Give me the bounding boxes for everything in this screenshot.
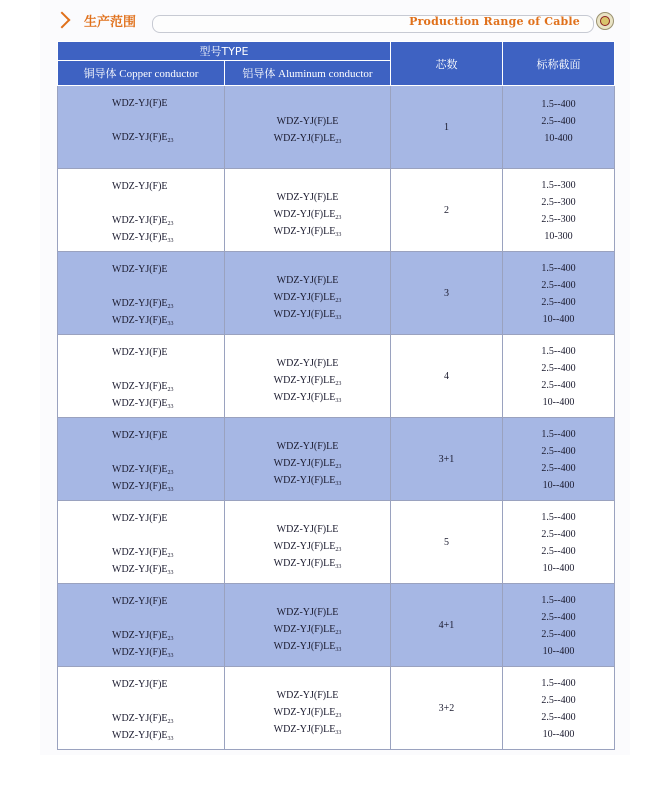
cores-value: 3+1 — [438, 454, 455, 465]
section-value: 10--400 — [542, 314, 575, 325]
model-code: WDZ-YJ(F)LE — [276, 358, 339, 369]
model-code: WDZ-YJ(F)LE — [276, 192, 339, 203]
model-code: WDZ-YJ(F)LE — [273, 392, 336, 403]
model-suffix: 33 — [167, 653, 174, 659]
aluminum-model — [225, 441, 390, 452]
section-value: 2.5--400 — [541, 695, 576, 706]
section-cell — [503, 418, 615, 501]
table-row — [58, 335, 615, 418]
cores-value: 3+2 — [438, 703, 455, 714]
model-suffix: 23 — [167, 304, 174, 310]
model-code: WDZ-YJ(F)E — [112, 98, 168, 109]
aluminum-model — [225, 226, 390, 238]
copper-model — [112, 132, 224, 144]
model-code: WDZ-YJ(F)E — [112, 181, 168, 192]
cores-header: 芯数 — [391, 42, 503, 86]
model-code: WDZ-YJ(F)E — [112, 132, 168, 143]
model-code: WDZ-YJ(F)E — [112, 730, 168, 741]
aluminum-model — [225, 690, 390, 701]
copper-model — [112, 547, 224, 559]
table-row — [58, 584, 615, 667]
section-value: 2.5--400 — [541, 116, 576, 127]
aluminum-model — [225, 475, 390, 487]
model-suffix: 33 — [167, 238, 174, 244]
aluminum-model — [225, 375, 390, 387]
copper-model — [112, 98, 224, 109]
cores-value: 5 — [444, 537, 449, 548]
section-value: 2.5--400 — [541, 297, 576, 308]
model-code: WDZ-YJ(F)LE — [273, 707, 336, 718]
cores-cell — [391, 418, 503, 501]
section-cell — [503, 86, 615, 169]
cores-value: 3 — [444, 288, 449, 299]
copper-cell — [58, 418, 225, 501]
copper-model — [112, 215, 224, 227]
section-value: 1.5--400 — [541, 263, 576, 274]
aluminum-model — [225, 641, 390, 653]
cores-cell — [391, 86, 503, 169]
aluminum-model — [225, 309, 390, 321]
aluminum-model — [225, 724, 390, 736]
section-value: 2.5--400 — [541, 712, 576, 723]
cores-value: 4 — [444, 371, 449, 382]
model-code: WDZ-YJ(F)E — [112, 430, 168, 441]
aluminum-header: 铝导体 Aluminum conductor — [225, 61, 391, 86]
copper-cell — [58, 501, 225, 584]
aluminum-cell — [225, 667, 391, 750]
copper-model — [112, 679, 224, 690]
model-code: WDZ-YJ(F)LE — [273, 292, 336, 303]
section-cell — [503, 169, 615, 252]
model-code: WDZ-YJ(F)E — [112, 647, 168, 658]
copper-model — [112, 430, 224, 441]
model-code: WDZ-YJ(F)LE — [273, 558, 336, 569]
copper-model — [112, 464, 224, 476]
model-suffix: 23 — [167, 387, 174, 393]
copper-model — [112, 730, 224, 742]
copper-cell — [58, 335, 225, 418]
section-value: 2.5--300 — [541, 214, 576, 225]
section-cell — [503, 584, 615, 667]
model-suffix: 33 — [335, 647, 342, 653]
table-body — [58, 86, 615, 750]
model-suffix: 23 — [167, 636, 174, 642]
section-header — [40, 6, 630, 38]
section-value: 2.5--300 — [541, 197, 576, 208]
section-value: 2.5--400 — [541, 363, 576, 374]
aluminum-model — [225, 524, 390, 535]
aluminum-model — [225, 541, 390, 553]
aluminum-model — [225, 607, 390, 618]
model-code: WDZ-YJ(F)E — [112, 713, 168, 724]
table-row — [58, 86, 615, 169]
section-value: 1.5--300 — [541, 180, 576, 191]
aluminum-cell — [225, 86, 391, 169]
section-value: 10-300 — [544, 231, 573, 242]
cores-cell — [391, 169, 503, 252]
section-value: 2.5--400 — [541, 463, 576, 474]
model-suffix: 23 — [335, 298, 342, 304]
model-code: WDZ-YJ(F)LE — [273, 475, 336, 486]
aluminum-model — [225, 392, 390, 404]
model-code: WDZ-YJ(F)LE — [276, 690, 339, 701]
model-code: WDZ-YJ(F)LE — [273, 541, 336, 552]
model-suffix: 33 — [335, 232, 342, 238]
section-value: 10--400 — [542, 563, 575, 574]
model-suffix: 23 — [335, 215, 342, 221]
page-title-en: Production Range of Cable — [409, 15, 580, 28]
section-cell — [503, 252, 615, 335]
type-header: 型号TYPE — [58, 42, 391, 61]
section-value: 10--400 — [542, 480, 575, 491]
model-code: WDZ-YJ(F)LE — [276, 116, 339, 127]
section-value: 2.5--400 — [541, 629, 576, 640]
section-value: 2.5--400 — [541, 529, 576, 540]
model-suffix: 23 — [335, 713, 342, 719]
chevron-right-icon — [54, 12, 71, 29]
model-code: WDZ-YJ(F)E — [112, 398, 168, 409]
section-cell — [503, 667, 615, 750]
model-suffix: 33 — [335, 398, 342, 404]
copper-model — [112, 298, 224, 310]
aluminum-cell — [225, 335, 391, 418]
model-code: WDZ-YJ(F)E — [112, 232, 168, 243]
model-code: WDZ-YJ(F)E — [112, 315, 168, 326]
section-value: 2.5--400 — [541, 612, 576, 623]
model-code: WDZ-YJ(F)LE — [273, 375, 336, 386]
model-code: WDZ-YJ(F)E — [112, 679, 168, 690]
section-value: 1.5--400 — [541, 346, 576, 357]
model-code: WDZ-YJ(F)E — [112, 630, 168, 641]
section-value: 1.5--400 — [541, 429, 576, 440]
model-code: WDZ-YJ(F)E — [112, 481, 168, 492]
model-suffix: 33 — [167, 321, 174, 327]
copper-model — [112, 630, 224, 642]
copper-cell — [58, 584, 225, 667]
copper-model — [112, 264, 224, 275]
model-code: WDZ-YJ(F)E — [112, 464, 168, 475]
model-code: WDZ-YJ(F)LE — [273, 133, 336, 144]
model-suffix: 23 — [335, 139, 342, 145]
model-code: WDZ-YJ(F)LE — [273, 458, 336, 469]
model-code: WDZ-YJ(F)E — [112, 298, 168, 309]
aluminum-model — [225, 192, 390, 203]
model-suffix: 23 — [167, 221, 174, 227]
copper-model — [112, 713, 224, 725]
copper-model — [112, 347, 224, 358]
copper-model — [112, 315, 224, 327]
aluminum-model — [225, 624, 390, 636]
copper-cell — [58, 252, 225, 335]
table-row — [58, 667, 615, 750]
aluminum-cell — [225, 252, 391, 335]
section-value: 2.5--400 — [541, 546, 576, 557]
model-code: WDZ-YJ(F)E — [112, 547, 168, 558]
section-value: 10--400 — [542, 397, 575, 408]
model-code: WDZ-YJ(F)E — [112, 596, 168, 607]
section-header-cell: 标称截面 — [503, 42, 615, 86]
model-code: WDZ-YJ(F)LE — [273, 309, 336, 320]
section-cell — [503, 501, 615, 584]
table-row — [58, 169, 615, 252]
section-value: 1.5--400 — [541, 595, 576, 606]
table-row — [58, 418, 615, 501]
aluminum-cell — [225, 169, 391, 252]
model-code: WDZ-YJ(F)LE — [273, 724, 336, 735]
production-range-table — [57, 41, 615, 750]
copper-model — [112, 381, 224, 393]
model-suffix: 33 — [167, 487, 174, 493]
copper-model — [112, 564, 224, 576]
cores-cell — [391, 335, 503, 418]
copper-model — [112, 647, 224, 659]
emblem-icon — [596, 12, 614, 30]
model-code: WDZ-YJ(F)LE — [276, 524, 339, 535]
copper-model — [112, 232, 224, 244]
model-code: WDZ-YJ(F)LE — [276, 607, 339, 618]
aluminum-model — [225, 707, 390, 719]
section-value: 2.5--400 — [541, 280, 576, 291]
section-cell — [503, 335, 615, 418]
copper-model — [112, 181, 224, 192]
cores-value: 1 — [444, 122, 449, 133]
cores-value: 4+1 — [438, 620, 455, 631]
section-value: 1.5--400 — [541, 99, 576, 110]
model-suffix: 33 — [167, 570, 174, 576]
model-suffix: 33 — [167, 404, 174, 410]
model-code: WDZ-YJ(F)E — [112, 513, 168, 524]
cores-value: 2 — [444, 205, 449, 216]
section-value: 10--400 — [542, 646, 575, 657]
aluminum-model — [225, 116, 390, 127]
aluminum-model — [225, 458, 390, 470]
copper-cell — [58, 667, 225, 750]
section-value: 1.5--400 — [541, 678, 576, 689]
model-code: WDZ-YJ(F)LE — [273, 624, 336, 635]
cores-cell — [391, 584, 503, 667]
cores-cell — [391, 667, 503, 750]
model-suffix: 23 — [335, 547, 342, 553]
model-suffix: 23 — [167, 719, 174, 725]
copper-model — [112, 596, 224, 607]
table-row — [58, 252, 615, 335]
model-code: WDZ-YJ(F)LE — [276, 441, 339, 452]
model-suffix: 23 — [335, 630, 342, 636]
model-code: WDZ-YJ(F)E — [112, 215, 168, 226]
model-suffix: 23 — [167, 138, 174, 144]
copper-cell — [58, 86, 225, 169]
model-suffix: 23 — [167, 470, 174, 476]
model-code: WDZ-YJ(F)E — [112, 381, 168, 392]
model-suffix: 33 — [167, 736, 174, 742]
page-title-cn: 生产范围 — [84, 15, 137, 30]
aluminum-model — [225, 275, 390, 286]
copper-header: 铜导体 Copper conductor — [58, 61, 225, 86]
model-code: WDZ-YJ(F)E — [112, 347, 168, 358]
model-suffix: 33 — [335, 481, 342, 487]
catalog-page — [40, 0, 630, 755]
model-code: WDZ-YJ(F)LE — [273, 226, 336, 237]
copper-model — [112, 481, 224, 493]
copper-model — [112, 398, 224, 410]
model-code: WDZ-YJ(F)E — [112, 264, 168, 275]
model-suffix: 23 — [335, 381, 342, 387]
section-value: 1.5--400 — [541, 512, 576, 523]
cores-cell — [391, 501, 503, 584]
aluminum-cell — [225, 584, 391, 667]
section-value: 2.5--400 — [541, 446, 576, 457]
aluminum-model — [225, 209, 390, 221]
model-code: WDZ-YJ(F)LE — [276, 275, 339, 286]
model-suffix: 33 — [335, 564, 342, 570]
aluminum-cell — [225, 501, 391, 584]
copper-model — [112, 513, 224, 524]
section-value: 10--400 — [542, 729, 575, 740]
model-code: WDZ-YJ(F)E — [112, 564, 168, 575]
model-code: WDZ-YJ(F)LE — [273, 209, 336, 220]
aluminum-model — [225, 133, 390, 145]
aluminum-cell — [225, 418, 391, 501]
aluminum-model — [225, 358, 390, 369]
model-suffix: 23 — [167, 553, 174, 559]
cores-cell — [391, 252, 503, 335]
aluminum-model — [225, 558, 390, 570]
model-suffix: 33 — [335, 315, 342, 321]
aluminum-model — [225, 292, 390, 304]
section-value: 10-400 — [544, 133, 573, 144]
table-row — [58, 501, 615, 584]
model-code: WDZ-YJ(F)LE — [273, 641, 336, 652]
model-suffix: 33 — [335, 730, 342, 736]
copper-cell — [58, 169, 225, 252]
model-suffix: 23 — [335, 464, 342, 470]
section-value: 2.5--400 — [541, 380, 576, 391]
